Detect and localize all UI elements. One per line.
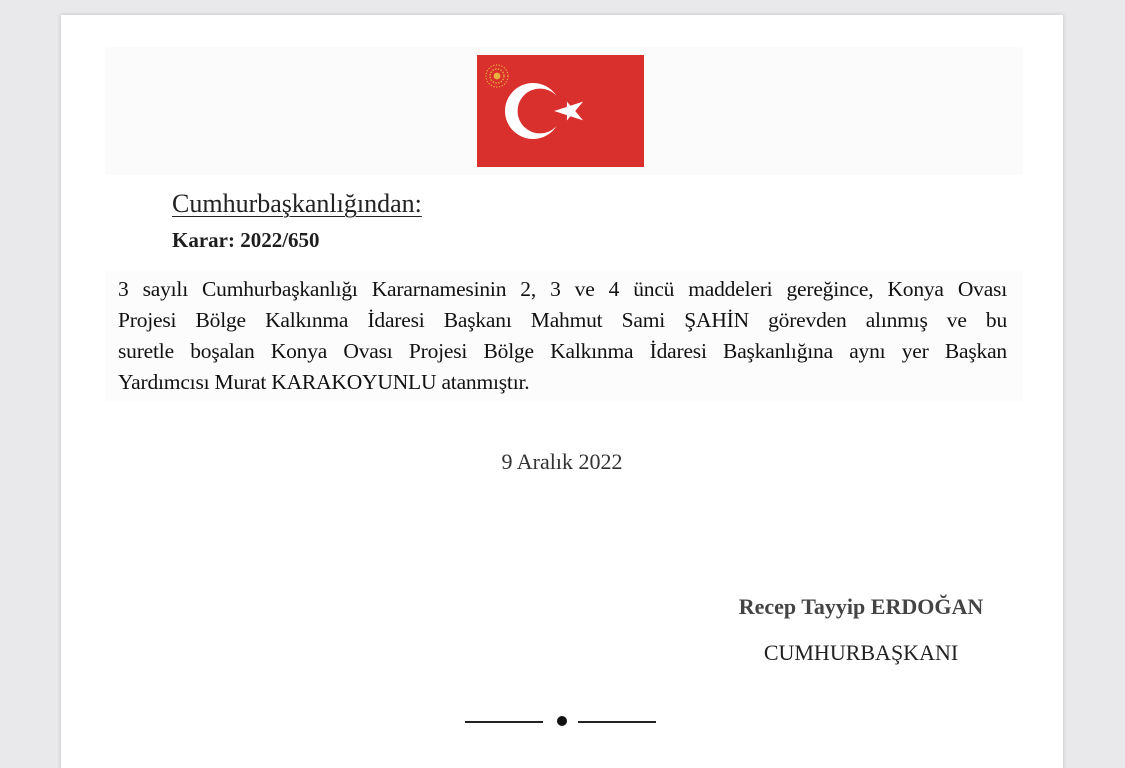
decision-number: Karar: 2022/650 <box>172 228 320 252</box>
body-line: suretle boşalan Konya Ovası Projesi Bölge Kalkınma İdaresi Başkanlığına aynı yer Başkan <box>118 339 1007 363</box>
end-separator <box>465 713 661 729</box>
body-line: 3 sayılı Cumhurbaşkanlığı Kararnamesinin 2, 3 ve 4 üncü maddeleri gereğince, Konya Ovası <box>118 277 1007 301</box>
decision-body <box>118 274 1007 398</box>
document-page <box>61 15 1063 768</box>
decision-date: 9 Aralık 2022 <box>501 449 623 474</box>
signer-title: CUMHURBAŞKANI <box>763 640 959 665</box>
body-line: Projesi Bölge Kalkınma İdaresi Başkanı Mahmut Sami ŞAHİN görevden alınmış ve bu <box>118 308 1007 332</box>
separator-line <box>465 721 543 723</box>
turkish-flag-icon <box>477 55 644 167</box>
separator-dot-icon <box>557 716 567 726</box>
signer-name: Recep Tayyip ERDOĞAN <box>738 594 984 619</box>
separator-line <box>578 721 656 723</box>
body-line: Yardımcısı Murat KARAKOYUNLU atanmıştır. <box>118 370 530 394</box>
issuer-heading: Cumhurbaşkanlığından: <box>172 189 422 218</box>
